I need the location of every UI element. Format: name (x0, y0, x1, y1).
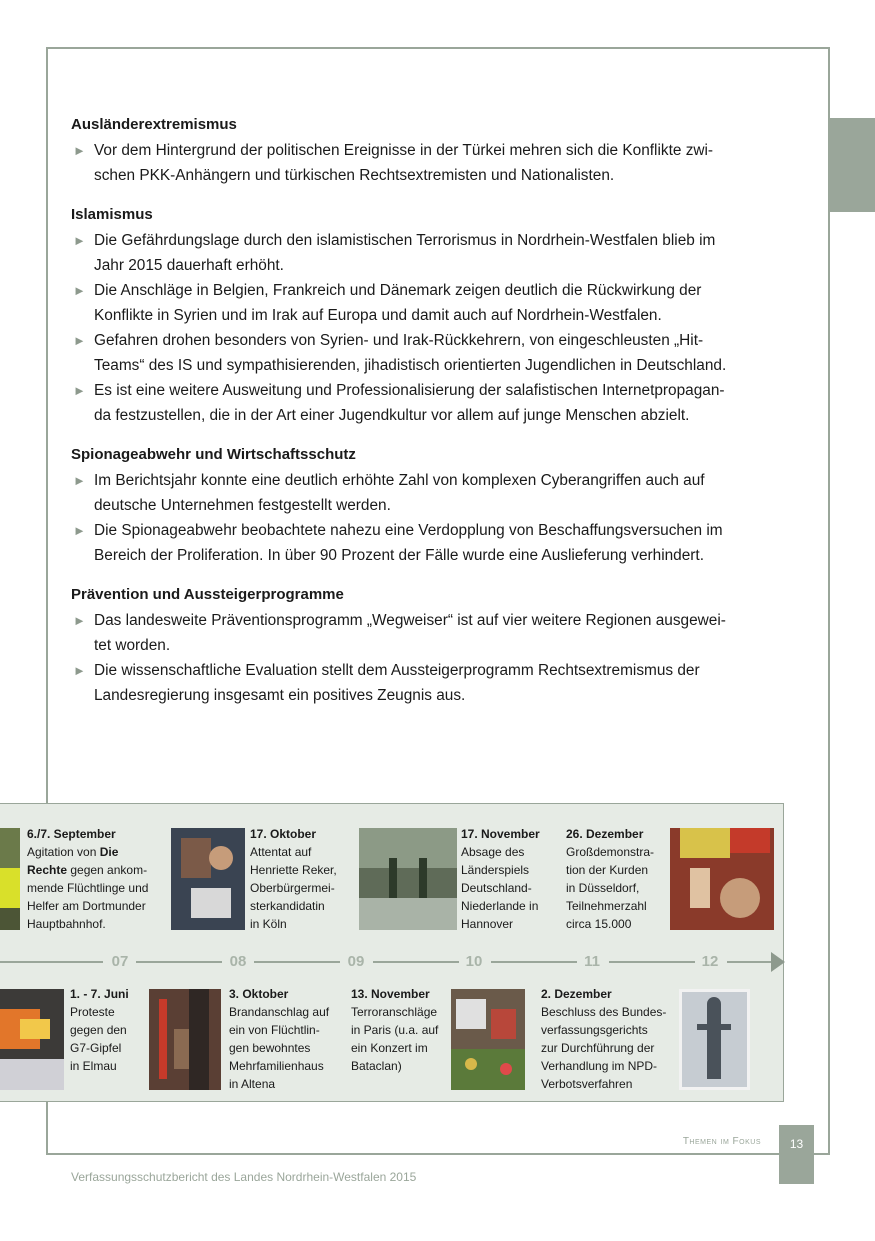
event-date: 2. Dezember (541, 987, 612, 1001)
bullet-arrow-icon: ► (73, 333, 86, 348)
bullet-arrow-icon: ► (73, 233, 86, 248)
bullet-item: ► Gefahren drohen besonders von Syrien- und Irak-Rückkehrern, von eingeschleusten „Hit- Teams“ des IS und sympathisierenden, jihadistisch orientierten Jugendlichen in Deutschland. (71, 328, 783, 378)
timeline-event-2-dezember: 2. Dezember Beschluss des Bundes- verfassungsgerichts zur Durchführung der Verhandlung im NPD- Verbotsverfahren (541, 987, 667, 1091)
timeline-axis-segment (136, 961, 222, 963)
timeline-axis-segment (727, 961, 773, 963)
section-auslaenderextremismus (71, 114, 783, 188)
event-date: 17. Oktober (250, 827, 317, 841)
bullet-item: ► Die Spionageabwehr beobachtete nahezu eine Verdopplung von Beschaffungsversuchen im Bereich der Proliferation. In über 90 Prozent der Fälle wurde eine Auslieferung verhindert. (71, 518, 783, 568)
timeline-event-17-november: 17. November Absage des Länderspiels Deutschland- Niederlande in Hannover (461, 827, 540, 931)
bullet-arrow-icon: ► (73, 283, 86, 298)
bullet-item: ► Vor dem Hintergrund der politischen Ereignisse in der Türkei mehren sich die Konflikte zwi- schen PKK-Anhängern und türkischen Rechtsextremisten und Nationalisten. (71, 138, 783, 188)
bullet-item: ► Das landesweite Präventionsprogramm „Wegweiser“ ist auf vier weitere Regionen ausgewei- tet worden. (71, 608, 783, 658)
page-number: 13 (779, 1125, 814, 1184)
section-spionageabwehr (71, 444, 783, 568)
month-label: 12 (701, 953, 719, 970)
photo-altena-fire (149, 989, 221, 1090)
month-label: 08 (229, 953, 247, 970)
timeline-event-13-november: 13. November Terroranschläge in Paris (u.a. auf ein Konzert im Bataclan) (351, 987, 439, 1073)
timeline-axis-segment (609, 961, 695, 963)
event-date: 3. Oktober (229, 987, 289, 1001)
chapter-side-tab (829, 118, 875, 212)
photo-hannover-stadium (359, 828, 457, 930)
bullet-arrow-icon: ► (73, 143, 86, 158)
timeline-event-september: 6./7. September Agitation von Die Rechte gegen ankom- mende Flüchtlinge und Helfer am Dortmunder Hauptbahnhof. (27, 827, 149, 931)
timeline-axis-segment (491, 961, 577, 963)
timeline-axis-segment (254, 961, 340, 963)
month-label: 11 (584, 953, 600, 970)
month-label: 09 (347, 953, 365, 970)
section-heading: Prävention und Aussteigerprogramme (71, 586, 344, 603)
event-date: 6./7. September (27, 827, 116, 841)
section-heading: Spionageabwehr und Wirtschaftsschutz (71, 446, 356, 463)
section-heading: Ausländerextremismus (71, 116, 237, 133)
photo-dortmund-protest (0, 828, 20, 930)
main-content (71, 114, 783, 724)
timeline-event-3-oktober: 3. Oktober Brandanschlag auf ein von Flüchtlin- gen bewohntes Mehrfamilienhaus in Altena (229, 987, 330, 1091)
bullet-arrow-icon: ► (73, 523, 86, 538)
bullet-item: ► Die Anschläge in Belgien, Frankreich und Dänemark zeigen deutlich die Rückwirkung der Konflikte in Syrien und im Irak auf Europa und damit auch auf Nordrhein-Westfalen. (71, 278, 783, 328)
bullet-arrow-icon: ► (73, 473, 86, 488)
month-label: 10 (465, 953, 483, 970)
bullet-item: ► Es ist eine weitere Ausweitung und Professionalisierung der salafistischen Internetpropagan- da festzustellen, die in der Art einer Jugendkultur vor allem auf junge Menschen abzielt. (71, 378, 783, 428)
timeline-axis-segment (373, 961, 459, 963)
photo-g7-protest (0, 989, 64, 1090)
timeline-event-26-dezember: 26. Dezember Großdemonstra- tion der Kurden in Düsseldorf, Teilnehmerzahl circa 15.000 (566, 827, 655, 931)
section-heading: Islamismus (71, 206, 153, 223)
footer-section-label: Themen im Fokus (682, 1136, 761, 1147)
bullet-item: ► Im Berichtsjahr konnte eine deutlich erhöhte Zahl von komplexen Cyberangriffen auch auf deutsche Unternehmen festgestellt werden. (71, 468, 783, 518)
timeline-event-juni: 1. - 7. Juni Proteste gegen den G7-Gipfel in Elmau (70, 987, 129, 1073)
section-praevention (71, 584, 783, 708)
section-islamismus (71, 204, 783, 428)
photo-kurdish-demo (670, 828, 774, 930)
footer-publication: Verfassungsschutzbericht des Landes Nordrhein-Westfalen 2015 (71, 1170, 417, 1184)
timeline-event-17-oktober: 17. Oktober Attentat auf Henriette Reker, Oberbürgermei- sterkandidatin in Köln (250, 827, 337, 931)
bullet-arrow-icon: ► (73, 613, 86, 628)
event-date: 17. November (461, 827, 540, 841)
photo-reker-attack (171, 828, 245, 930)
month-label: 07 (111, 953, 129, 970)
event-date: 1. - 7. Juni (70, 987, 129, 1001)
photo-paris-memorial (451, 989, 525, 1090)
bullet-arrow-icon: ► (73, 383, 86, 398)
bullet-item: ► Die Gefährdungslage durch den islamistischen Terrorismus in Nordrhein-Westfalen blieb im Jahr 2015 dauerhaft erhöht. (71, 228, 783, 278)
event-date: 26. Dezember (566, 827, 644, 841)
event-date: 13. November (351, 987, 430, 1001)
timeline-axis-segment (0, 961, 103, 963)
bullet-arrow-icon: ► (73, 663, 86, 678)
timeline-arrow-icon (771, 952, 785, 972)
bullet-item: ► Die wissenschaftliche Evaluation stellt dem Aussteigerprogramm Rechtsextremismus der Landesregierung insgesamt ein positives Zeugnis aus. (71, 658, 783, 708)
photo-justitia-statue (679, 989, 750, 1090)
